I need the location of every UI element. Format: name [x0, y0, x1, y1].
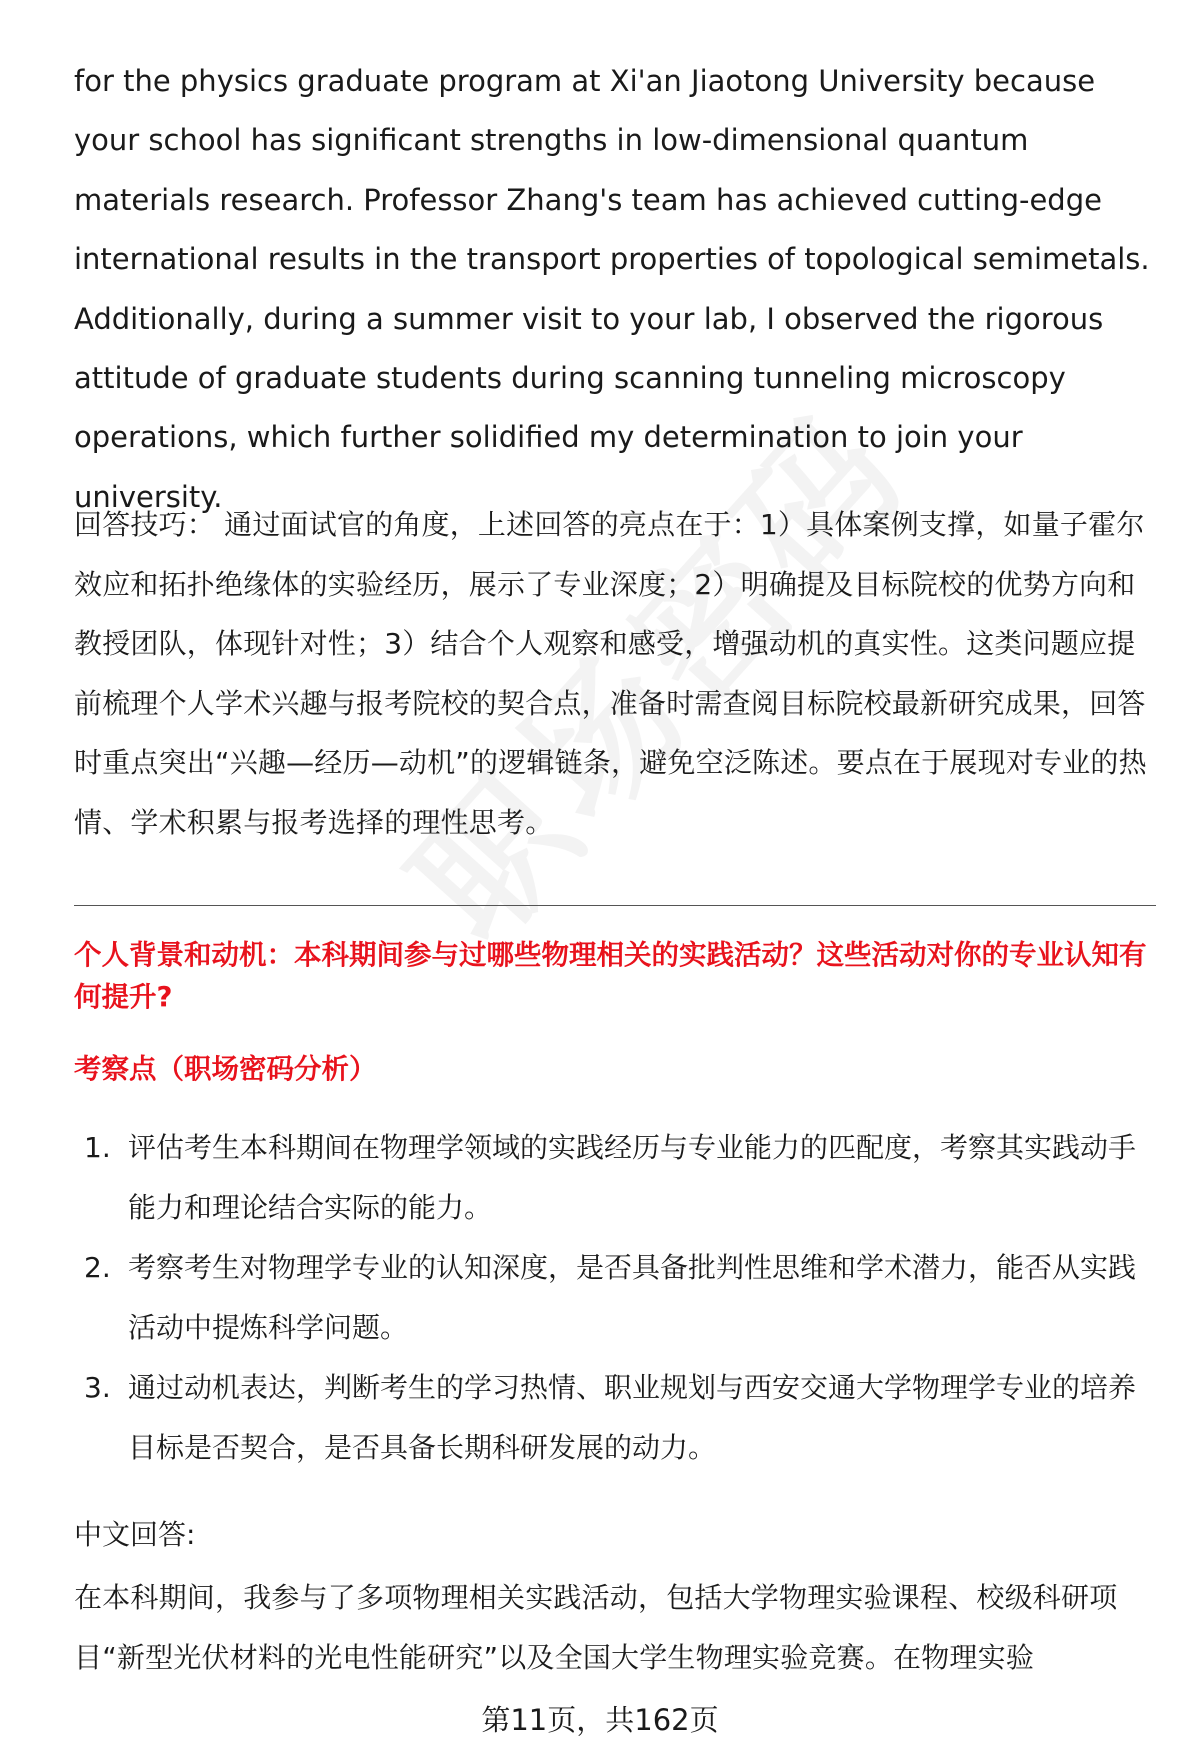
list-item-text: 考察考生对物理学专业的认知深度，是否具备批判性思维和学术潜力，能否从实践活动中提炼科学问题。 [128, 1251, 1137, 1344]
assessment-list [74, 1118, 1159, 1478]
list-item-text: 评估考生本科期间在物理学领域的实践经历与专业能力的匹配度，考察其实践动手能力和理论结合实际的能力。 [128, 1131, 1137, 1224]
english-answer-paragraph: for the physics graduate program at Xi'an Jiaotong University because your school has significant strengths in low-dimensional quantum materials research. Professor Zhang's team has achieved cutting-edge international results in the transport properties of topological semimetals. Additionally, during a summer visit to your lab, I observed the rigorous attitude of graduate students during scanning tunneling microscopy operations, which further solidified my determination to join your university. [74, 64, 1150, 514]
list-item-text: 通过动机表达，判断考生的学习热情、职业规划与西安交通大学物理学专业的培养目标是否契合，是否具备长期科研发展的动力。 [128, 1371, 1137, 1464]
tips-text: 通过面试官的角度，上述回答的亮点在于：1）具体案例支撑，如量子霍尔效应和拓扑绝缘体的实验经历，展示了专业深度；2）明确提及目标院校的优势方向和教授团队，体现针对性；3）结合个人观察和感受，增强动机的真实性。这类问题应提前梳理个人学术兴趣与报考院校的契合点，准备时需查阅目标院校最新研究成果，回答时重点突出“兴趣—经历—动机”的逻辑链条，避免空泛陈述。要点在于展现对专业的热情、学术积累与报考选择的理性思考。 [74, 508, 1147, 839]
list-item-number: 2. [84, 1251, 111, 1284]
answer-tips-paragraph [74, 495, 1154, 852]
page-footer: 第11页，共162页 [0, 1700, 1200, 1740]
list-item-number: 3. [84, 1371, 111, 1404]
section-divider [74, 905, 1156, 906]
chinese-answer-heading: 中文回答: [74, 1518, 196, 1551]
tips-label: 回答技巧： [74, 508, 216, 541]
list-item [74, 1238, 1159, 1358]
chinese-answer-paragraph: 在本科期间，我参与了多项物理相关实践活动，包括大学物理实验课程、校级科研项目“新型光伏材料的光电性能研究”以及全国大学生物理实验竞赛。在物理实验 [74, 1581, 1118, 1674]
assessment-heading: 考察点（职场密码分析） [74, 1053, 377, 1085]
list-item [74, 1358, 1159, 1478]
list-item-number: 1. [84, 1131, 111, 1164]
list-item [74, 1118, 1159, 1238]
question-heading: 个人背景和动机：本科期间参与过哪些物理相关的实践活动？这些活动对你的专业认知有何提升? [74, 939, 1147, 1013]
